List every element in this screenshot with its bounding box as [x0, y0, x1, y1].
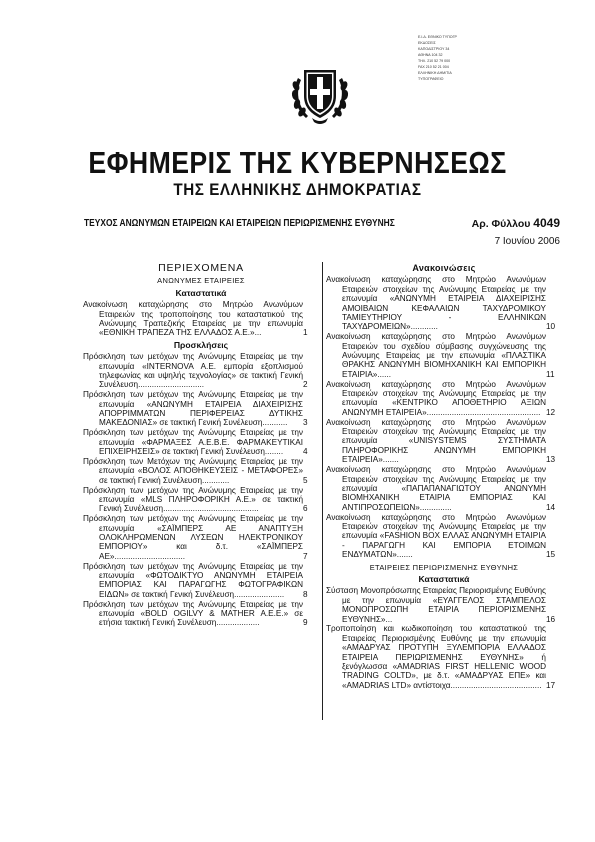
- fineprint-line: ΤΗΛ. 210 52 79 000: [418, 59, 451, 63]
- issue-date: 7 Ιουνίου 2006: [494, 236, 560, 247]
- toc-entry[interactable]: Ανακοίνωση καταχώρησης στο Μητρώο Ανωνύμων Εταιρειών στοιχείων της Ανώνυμης Εταιρείας με την επωνυμία «ΑΝΩΝΥΜΗ ΕΤΑΙΡΕΙΑ ΔΙΑΧΕΙΡΙΣΗΣ ΑΜΟΙΒΑΙΩΝ ΚΕΦΑΛΑΙΩΝ ΤΑΧΥΔΡΟΜΙΚΟΥ ΤΑΜΙΕΥΤΗΡΙΟΥ - ΕΛΛΗΝΙΚΩΝ ΤΑΧΥΔΡΟΜΕΙΩΝ»............ 10: [326, 275, 556, 332]
- toc-entry[interactable]: Πρόσκληση των μετόχων της Ανώνυμης Εταιρείας με την επωνυμία «ΣΑΪΜΠΕΡΣ ΑΕ ΑΝΑΠΤΥΞΗ ΟΛΟΚΛΗΡΩΜΕΝΩΝ ΛΥΣΕΩΝ ΗΛΕΚΤΡΟΝΙΚΟΥ ΕΜΠΟΡΙΟΥ» και δ.τ. «ΣΑΪΜΠΕΡΣ ΑΕ»............................... 7: [83, 514, 308, 561]
- toc-entry[interactable]: Ανακοίνωση καταχώρησης στο Μητρώο Ανωνύμων Εταιρειών στοιχείων της Ανώνυμης Εταιρείας με την επωνυμία «ΠΑΠΑΠΑΝΑΓΙΩΤΟΥ ΑΝΩΝΥΜΗ ΒΙΟΜΗΧΑΝΙΚΗ ΕΤΑΙΡΙΑ ΕΜΠΟΡΙΑΣ ΚΑΙ ΑΝΤΙΠΡΟΣΩΠΕΙΩΝ».............. 14: [326, 465, 556, 512]
- toc-entry[interactable]: Ανακοίνωση καταχώρησης στο Μητρώο Ανωνύμων Εταιρειών στοιχείων της Ανώνυμης Εταιρείας με την επωνυμία «UNISYSTEMS ΣΥΣΤΗΜΑΤΑ ΠΛΗΡΟΦΟΡΙΚΗΣ ΑΝΩΝΥΜΗ ΕΜΠΟΡΙΚΗ ΕΤΑΙΡΕΙΑ»....... 13: [326, 417, 556, 465]
- sheet-number-block: [472, 216, 560, 230]
- section-title: Ανακοινώσεις: [412, 263, 476, 273]
- section-title: ΕΤΑΙΡΕΙΕΣ ΠΕΡΙΩΡΙΣΜΕΝΗΣ ΕΥΘΥΝΗΣ: [369, 562, 519, 572]
- toc-entry[interactable]: Τροποποίηση και κωδικοποίηση του καταστατικού της Εταιρείας Περιορισμένης Ευθύνης με την επωνυμία «ΑΜΑΔΡΥΑΣ ΠΡΟΤΥΠΗ ΞΥΛΕΜΠΟΡΙΑ ΕΛΛΑΔΟΣ ΕΤΑΙΡΕΙΑ ΠΕΡΙΩΡΙΣΜΕΝΗΣ ΕΥΘΥΝΗΣ» ή ξενόγλωσσα «AMADRIAS FIRST HELLENIC WOOD TRADING COLTD», με δ.τ. «ΑΜΑΔΡΥΑΣ ΕΠΕ» και «AMADRIAS LTD» αντίστοιχα........................................ 17: [326, 624, 556, 690]
- gazette-title: ΕΦΗΜΕΡΙΣ ΤΗΣ ΚΥΒΕΡΝΗΣΕΩΣ: [88, 145, 507, 180]
- toc-entry-text: Ανακοίνωση καταχώρησης στο Μητρώο Ανωνύμων Εταιρειών στοιχείων της Ανώνυμης Εταιρείας με την επωνυμία «FASHION BOX ΕΛΛΑΣ ΑΝΩΝΥΜΗ ΕΤΑΙΡΙΑ - ΠΑΡΑΓΩΓΗ ΚΑΙ ΕΜΠΟΡΙΑ ΕΤΟΙΜΩΝ ΕΝΔΥΜΑΤΩΝ».......: [326, 512, 546, 560]
- toc-entry-text: Πρόσκληση των μετόχων της Ανώνυμης Εταιρείας με την επωνυμία «ΣΑΪΜΠΕΡΣ ΑΕ ΑΝΑΠΤΥΞΗ ΟΛΟΚΛΗΡΩΜΕΝΩΝ ΛΥΣΕΩΝ ΗΛΕΚΤΡΟΝΙΚΟΥ ΕΜΠΟΡΙΟΥ» και δ.τ. «ΣΑΪΜΠΕΡΣ ΑΕ»...............................: [83, 514, 303, 561]
- toc-entry-text: Πρόσκληση των μετόχων της Ανώνυμης Εταιρείας με την επωνυμία «ΦΩΤΟΔΙΚΤΥΟ ΑΝΩΝΥΜΗ ΕΤΑΙΡΕΙΑ ΕΜΠΟΡΙΑΣ ΚΑΙ ΠΑΡΑΓΩΓΗΣ ΦΩΤΟΓΡΑΦΙΚΩΝ ΕΙΔΩΝ» σε τακτική Γενική Συνέλευση......................: [83, 561, 303, 599]
- sheet-label: Αρ. Φύλλου: [471, 218, 531, 230]
- toc-entry-text: Τροποποίηση και κωδικοποίηση του καταστατικού της Εταιρείας Περιορισμένης Ευθύνης με την επωνυμία «ΑΜΑΔΡΥΑΣ ΠΡΟΤΥΠΗ ΞΥΛΕΜΠΟΡΙΑ ΕΛΛΑΔΟΣ ΕΤΑΙΡΕΙΑ ΠΕΡΙΩΡΙΣΜΕΝΗΣ ΕΥΘΥΝΗΣ» ή ξενόγλωσσα «AMADRIAS FIRST HELLENIC WOOD TRADING COLTD», με δ.τ. «ΑΜΑΔΡΥΑΣ ΕΠΕ» και «AMADRIAS LTD» αντίστοιχα........................................: [326, 624, 546, 690]
- printing-office-info: [418, 34, 478, 82]
- greek-coat-of-arms-icon: [284, 56, 356, 128]
- toc-entry[interactable]: Ανακοίνωση καταχώρησης στο Μητρώο Ανωνύμων Εταιρειών στοιχείων της Ανώνυμης Εταιρείας με την επωνυμία «ΚΕΝΤΡΙΚΟ ΑΠΟΘΕΤΗΡΙΟ ΑΞΙΩΝ ΑΝΩΝΥΜΗ ΕΤΑΙΡΕΙΑ».................................................. 12: [326, 379, 556, 417]
- section-title: ΑΝΩΝΥΜΕΣ ΕΤΑΙΡΕΙΕΣ: [157, 276, 245, 286]
- issue-type: ΤΕΥΧΟΣ ΑΝΩΝΥΜΩΝ ΕΤΑΙΡΕΙΩΝ ΚΑΙ ΕΤΑΙΡΕΙΩΝ ΠΕΡΙΩΡΙΣΜΕΝΗΣ ΕΥΘΥΝΗΣ: [84, 218, 395, 229]
- toc-entry-text: Πρόσκληση των μετόχων της Ανώνυμης Εταιρείας με την επωνυμία «ΑΝΩΝΥΜΗ ΕΤΑΙΡΕΙΑ ΔΙΑΧΕΙΡΙΣΗΣ ΑΠΟΡΡΙΜΜΑΤΩΝ ΠΕΡΙΦΕΡΕΙΑΣ ΔΥΤΙΚΗΣ ΜΑΚΕΔΟΝΙΑΣ» σε τακτική Γενική Συνέλευση...........: [83, 390, 303, 428]
- toc-entry[interactable]: Ανακοίνωση καταχώρησης στο Μητρώο Ανωνύμων Εταιρειών του σχεδίου σύμβασης συγχώνευσης της Ανώνυμης Εταιρείας με την επωνυμία «ΠΛΑΣΤΙΚΑ ΘΡΑΚΗΣ ΑΝΩΝΥΜΗ ΒΙΟΜΗΧΑΝΙΚΗ ΚΑΙ ΕΜΠΟΡΙΚΗ ΕΤΑΙΡΙΑ»...... 11: [326, 332, 555, 379]
- toc-entry-text: Σύσταση Μονοπρόσωπης Εταιρείας Περιορισμένης Ευθύνης με την επωνυμία «ΕΥΑΓΓΕΛΟΣ ΣΤΑΜΠΕΛΟΣ ΜΟΝΟΠΡΟΣΩΠΗ ΕΤΑΙΡΙΑ ΠΕΡΙΟΡΙΣΜΕΝΗΣ ΕΥΘΥΝΗΣ»...: [326, 586, 546, 624]
- fineprint-line: ΚΑΠΟΔΙΣΤΡΙΟΥ 34: [418, 47, 450, 51]
- fineprint-line: FAX 210 52 21 004: [418, 65, 449, 69]
- toc-heading: ΠΕΡΙΕΧΟΜΕΝΑ: [158, 262, 244, 274]
- toc-entry[interactable]: Πρόσκληση των μετόχων της Ανώνυμης Εταιρείας με την επωνυμία «ΦΩΤΟΔΙΚΤΥΟ ΑΝΩΝΥΜΗ ΕΤΑΙΡΕΙΑ ΕΜΠΟΡΙΑΣ ΚΑΙ ΠΑΡΑΓΩΓΗΣ ΦΩΤΟΓΡΑΦΙΚΩΝ ΕΙΔΩΝ» σε τακτική Γενική Συνέλευση...................... 8: [83, 561, 308, 599]
- subsection-title: Καταστατικά: [175, 287, 227, 298]
- toc-right-column: [326, 264, 562, 691]
- toc-entry-text: Ανακοίνωση καταχώρησης στο Μητρώο Ανωνύμων Εταιρειών της τροποποίησης του καταστατικού της Ανώνυμης Τραπεζικής Εταιρείας με την επωνυμία «ΕΘΝΙΚΗ ΤΡΑΠΕΖΑ ΤΗΣ ΕΛΛΑΔΟΣ Α.Ε.»...: [83, 300, 303, 338]
- fineprint-line: ΕΛΛΗΝΙΚΗ ΔΗΜ/ΤΙΑ: [418, 71, 452, 75]
- toc-entry-text: Πρόσκληση των μετόχων της Ανώνυμης Εταιρείας με την επωνυμία «ΦΑΡΜΑΞΕΣ Α.Ε.Β.Ε. ΦΑΡΜΑΚΕΥΤΙΚΑΙ ΕΠΙΧΕΙΡΗΣΕΙΣ» σε τακτική Γενική Συνέλευση........: [83, 428, 303, 457]
- toc-entry[interactable]: Σύσταση Μονοπρόσωπης Εταιρείας Περιορισμένης Ευθύνης με την επωνυμία «ΕΥΑΓΓΕΛΟΣ ΣΤΑΜΠΕΛΟΣ ΜΟΝΟΠΡΟΣΩΠΗ ΕΤΑΙΡΙΑ ΠΕΡΙΟΡΙΣΜΕΝΗΣ ΕΥΘΥΝΗΣ»... 16: [326, 586, 556, 624]
- toc-entry[interactable]: Πρόσκληση των Μετόχων της Ανώνυμης Εταιρείας με την επωνυμία «ΒΟΛΟΣ ΑΠΟΘΗΚΕΥΣΕΙΣ - ΜΕΤΑΦΟΡΕΣ» σε τακτική Γενική Συνέλευση............ 5: [83, 456, 308, 485]
- toc-entry-text: Ανακοίνωση καταχώρησης στο Μητρώο Ανωνύμων Εταιρειών στοιχείων της Ανώνυμης Εταιρείας με την επωνυμία «UNISYSTEMS ΣΥΣΤΗΜΑΤΑ ΠΛΗΡΟΦΟΡΙΚΗΣ ΑΝΩΝΥΜΗ ΕΜΠΟΡΙΚΗ ΕΤΑΙΡΕΙΑ».......: [326, 417, 546, 465]
- toc-entry[interactable]: Ανακοίνωση καταχώρησης στο Μητρώο Ανωνύμων Εταιρειών της τροποποίησης του καταστατικού της Ανώνυμης Τραπεζικής Εταιρείας με την επωνυμία «ΕΘΝΙΚΗ ΤΡΑΠΕΖΑ ΤΗΣ ΕΛΛΑΔΟΣ Α.Ε.»... 1: [83, 300, 308, 338]
- toc-entry[interactable]: Ανακοίνωση καταχώρησης στο Μητρώο Ανωνύμων Εταιρειών στοιχείων της Ανώνυμης Εταιρείας με την επωνυμία «FASHION BOX ΕΛΛΑΣ ΑΝΩΝΥΜΗ ΕΤΑΙΡΙΑ - ΠΑΡΑΓΩΓΗ ΚΑΙ ΕΜΠΟΡΙΑ ΕΤΟΙΜΩΝ ΕΝΔΥΜΑΤΩΝ»....... 15: [326, 512, 556, 560]
- toc-entry-text: Πρόσκληση των μετόχων της Ανώνυμης Εταιρείας με την επωνυμία «INTERNOVA A.E. εμπορία εξοπλισμού τηλεφωνίας και υψηλής τεχνολογίας» σε τακτική Γενική Συνέλευση.............................: [83, 352, 303, 390]
- fineprint-line: ΑΘΗΝΑ 104 32: [418, 53, 443, 57]
- toc-entry-text: Πρόσκληση των μετόχων της Ανώνυμης Εταιρείας με την επωνυμία «BOLD OGILVY & MATHER A.E.E.» σε ετήσια τακτική Γενική Συνέλευση...................: [83, 599, 303, 628]
- sheet-number: 4049: [533, 216, 560, 230]
- gazette-subtitle: ΤΗΣ ΕΛΛΗΝΙΚΗΣ ΔΗΜΟΚΡΑΤΙΑΣ: [173, 181, 422, 199]
- fineprint-line: ΕΚΔΟΣΕΙΣ: [418, 41, 436, 45]
- toc-entry-text: Ανακοίνωση καταχώρησης στο Μητρώο Ανωνύμων Εταιρειών στοιχείων της Ανώνυμης Εταιρείας με την επωνυμία «ΑΝΩΝΥΜΗ ΕΤΑΙΡΕΙΑ ΔΙΑΧΕΙΡΙΣΗΣ ΑΜΟΙΒΑΙΩΝ ΚΕΦΑΛΑΙΩΝ ΤΑΧΥΔΡΟΜΙΚΟΥ ΤΑΜΙΕΥΤΗΡΙΟΥ - ΕΛΛΗΝΙΚΩΝ ΤΑΧΥΔΡΟΜΕΙΩΝ»............: [326, 275, 546, 332]
- toc-left-column: [83, 264, 319, 628]
- subsection-title: Προσκλήσεις: [173, 339, 229, 350]
- toc-entry[interactable]: Πρόσκληση των μετόχων της Ανώνυμης Εταιρείας με την επωνυμία «INTERNOVA A.E. εμπορία εξοπλισμού τηλεφωνίας και υψηλής τεχνολογίας» σε τακτική Γενική Συνέλευση............................. 2: [83, 352, 308, 390]
- toc-entry[interactable]: Πρόσκληση των μετόχων της Ανώνυμης Εταιρείας με την επωνυμία «ΦΑΡΜΑΞΕΣ Α.Ε.Β.Ε. ΦΑΡΜΑΚΕΥΤΙΚΑΙ ΕΠΙΧΕΙΡΗΣΕΙΣ» σε τακτική Γενική Συνέλευση........ 4: [83, 428, 308, 457]
- toc-entry[interactable]: Πρόσκληση των μετόχων της Ανώνυμης Εταιρείας με την επωνυμία «MLS ΠΛΗΡΟΦΟΡΙΚΗ Α.Ε.» σε τακτική Γενική Συνέλευση.......................................... 6: [83, 485, 308, 514]
- toc-entry-text: Ανακοίνωση καταχώρησης στο Μητρώο Ανωνύμων Εταιρειών στοιχείων της Ανώνυμης Εταιρείας με την επωνυμία «ΚΕΝΤΡΙΚΟ ΑΠΟΘΕΤΗΡΙΟ ΑΞΙΩΝ ΑΝΩΝΥΜΗ ΕΤΑΙΡΕΙΑ»..................................................: [326, 379, 546, 417]
- toc-entry-text: Ανακοίνωση καταχώρησης στο Μητρώο Ανωνύμων Εταιρειών του σχεδίου σύμβασης συγχώνευσης της Ανώνυμης Εταιρείας με την επωνυμία «ΠΛΑΣΤΙΚΑ ΘΡΑΚΗΣ ΑΝΩΝΥΜΗ ΒΙΟΜΗΧΑΝΙΚΗ ΚΑΙ ΕΜΠΟΡΙΚΗ ΕΤΑΙΡΙΑ»......: [326, 332, 546, 379]
- column-divider: [322, 262, 323, 720]
- fineprint-line: ΤΥΠΟΓΡΑΦΕΙΟ: [418, 77, 444, 81]
- fineprint-line: Ε.Ι.Δ. ΕΘΝΙΚΟ ΤΥΠΟΓΡ: [418, 35, 457, 39]
- toc-entry[interactable]: Πρόσκληση των μετόχων της Ανώνυμης Εταιρείας με την επωνυμία «ΑΝΩΝΥΜΗ ΕΤΑΙΡΕΙΑ ΔΙΑΧΕΙΡΙΣΗΣ ΑΠΟΡΡΙΜΜΑΤΩΝ ΠΕΡΙΦΕΡΕΙΑΣ ΔΥΤΙΚΗΣ ΜΑΚΕΔΟΝΙΑΣ» σε τακτική Γενική Συνέλευση........... 3: [83, 390, 308, 428]
- toc-entry-text: Πρόσκληση των Μετόχων της Ανώνυμης Εταιρείας με την επωνυμία «ΒΟΛΟΣ ΑΠΟΘΗΚΕΥΣΕΙΣ - ΜΕΤΑΦΟΡΕΣ» σε τακτική Γενική Συνέλευση............: [83, 456, 303, 485]
- toc-entry-text: Ανακοίνωση καταχώρησης στο Μητρώο Ανωνύμων Εταιρειών στοιχείων της Ανώνυμης Εταιρείας με την επωνυμία «ΠΑΠΑΠΑΝΑΓΙΩΤΟΥ ΑΝΩΝΥΜΗ ΒΙΟΜΗΧΑΝΙΚΗ ΕΤΑΙΡΙΑ ΕΜΠΟΡΙΑΣ ΚΑΙ ΑΝΤΙΠΡΟΣΩΠΕΙΩΝ»..............: [326, 465, 546, 512]
- toc-entry-text: Πρόσκληση των μετόχων της Ανώνυμης Εταιρείας με την επωνυμία «MLS ΠΛΗΡΟΦΟΡΙΚΗ Α.Ε.» σε τακτική Γενική Συνέλευση..........................................: [83, 485, 303, 514]
- toc-entry[interactable]: Πρόσκληση των μετόχων της Ανώνυμης Εταιρείας με την επωνυμία «BOLD OGILVY & MATHER A.E.E.» σε ετήσια τακτική Γενική Συνέλευση................... 9: [83, 599, 308, 628]
- subsection-title: Καταστατικά: [418, 573, 470, 584]
